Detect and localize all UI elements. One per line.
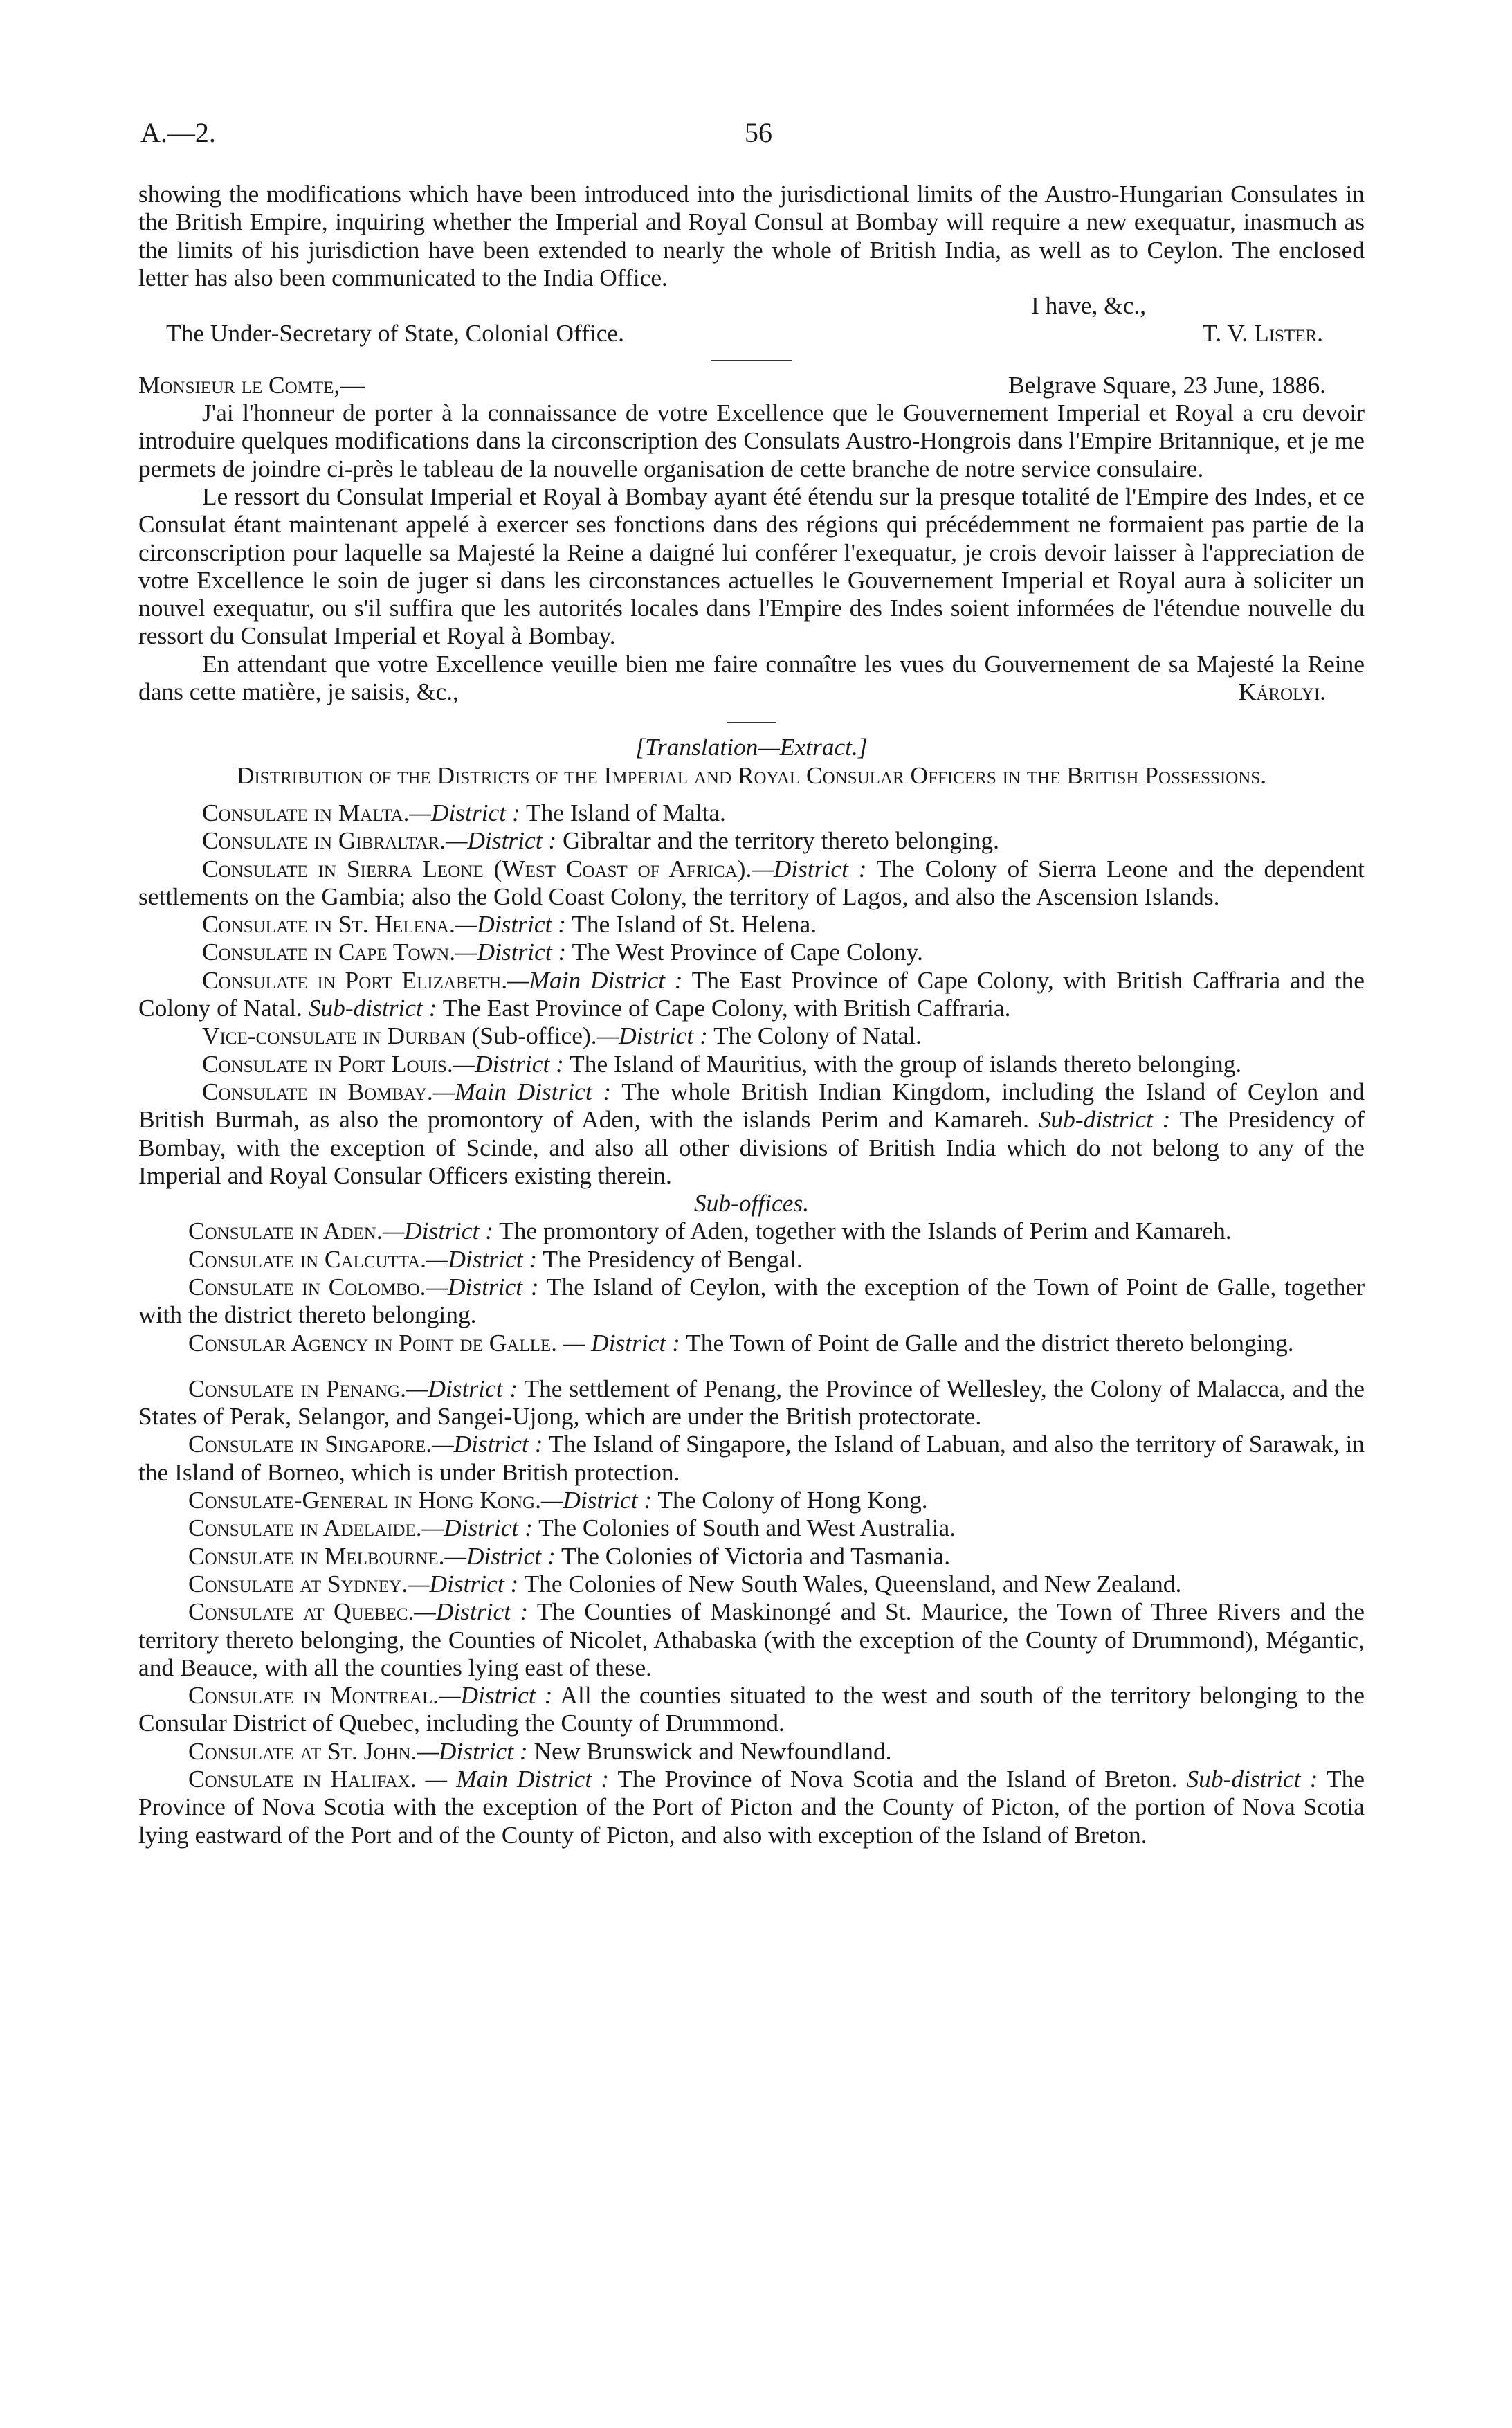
consulate-label: Consulate in St. Helena. [202,910,455,939]
district-text: The Colony of Sierra Leone and the dependent settlements on the Gambia; also the Gold Coast Colony, the territory of Lagos, and also the Ascension Islands. [138,854,1365,910]
consulate-entry [138,1078,1365,1189]
district-label: — Main District : [416,1765,610,1793]
consulate-list-continued [138,1375,1365,1849]
district-label: —District : [752,854,867,882]
sub-district-text: The Presidency of Bombay, with the exception of Scinde, and also all other divisions of British India which do not belong to any of the Imperial and Royal Consular Officers existing therein. [138,1105,1365,1189]
district-label: —District : [426,1244,538,1273]
district-label: —District : [417,1737,528,1765]
consulate-entry [138,1597,1365,1681]
consulate-entry [138,1542,1365,1570]
section-divider [727,722,776,723]
district-label: —District : [421,1514,533,1542]
district-label: —District : [445,826,557,855]
sub-offices-heading: Sub-offices. [693,1189,810,1217]
district-text: The Colonies of Victoria and Tasmania. [555,1541,951,1570]
consulate-label: Vice-consulate in Durban [202,1022,466,1050]
consulate-entry [138,938,1365,966]
consulate-entry [138,966,1365,1022]
district-text: Gibraltar and the territory thereto belonging. [556,826,999,855]
french-salutation: Monsieur le Comte,— [138,370,365,399]
consulate-label: Consulate in Calcutta. [188,1244,426,1273]
letter-signature: T. V. Lister. [1202,319,1323,347]
consulate-entry [138,1486,1365,1514]
consulate-label: Consulate in Gibraltar. [202,826,446,855]
consulate-label: Consulate in Sierra Leone (West Coast of Africa). [202,854,752,882]
consulate-label: Consulate in Colombo. [188,1272,426,1301]
district-text: The Presidency of Bengal. [537,1244,803,1273]
consulate-label: Consular Agency in Point de Galle. [188,1328,557,1357]
consulate-entry [138,910,1365,938]
district-text: The Island of Ceylon, with the exception of the Town of Point de Galle, together with the district thereto belonging. [138,1272,1365,1329]
district-label: —Main District : [507,966,683,994]
district-label: —District : [406,1374,518,1402]
district-label: —District : [409,798,520,826]
consulate-entry [138,1514,1365,1541]
district-label: —District : [439,1681,553,1710]
district-label: —District : [596,1022,708,1050]
consulate-label: Consulate in Penang. [188,1374,406,1402]
letter-body: showing the modifications which have been introduced into the jurisdictional limits of the Austro-Hungarian Consulates in the British Empire, inquiring whether the Imperial and Royal Consul at Bombay will require a new exequatur, inasmuch as the limits of his jurisdiction have been extended to nearly the whole of British India, as well as to Ceylon. The enclosed letter has also been communicated to the India Office. [138,180,1365,291]
sub-office-list [138,1217,1365,1356]
consulate-entry [138,826,1365,854]
consulate-label: Consulate in Singapore. [188,1430,432,1458]
consulate-label: Consulate in Port Elizabeth. [202,966,508,994]
letter-footer [138,319,1365,347]
district-label: —District : [382,1217,493,1245]
district-label: —District : [455,938,567,966]
consulate-entry [138,1765,1365,1849]
sub-district-label: Sub-district : [308,994,437,1022]
district-text: The East Province of Cape Colony, with British Caffraria and the Colony of Natal. [138,966,1365,1022]
district-label: —District : [453,1049,564,1078]
letter-addressee: The Under-Secretary of State, Colonial Office. [166,319,624,347]
district-text: New Brunswick and Newfoundland. [527,1737,892,1765]
consulate-label: Consulate in Aden. [188,1217,383,1245]
consulate-label: Consulate in Montreal. [188,1681,439,1710]
consulate-label: Consulate at Quebec. [188,1597,415,1626]
translation-title: Distribution of the Districts of the Imperial and Royal Consular Officers in the British Possessions. [236,761,1267,789]
translation-heading: [Translation—Extract.] [635,733,868,761]
district-text: The Colony of Natal. [707,1022,922,1050]
district-label: —District : [444,1541,556,1570]
district-text: The Province of Nova Scotia and the Island of Breton. [609,1765,1187,1793]
consulate-label: Consulate at St. John. [188,1737,417,1765]
district-text: The settlement of Penang, the Province of Wellesley, the Colony of Malacca, and the States of Perak, Selangor, and Sangei-Ujong, which are under the British protectorate. [138,1374,1365,1431]
sub-district-text: The East Province of Cape Colony, with British Caffraria. [437,994,1011,1022]
district-text: The Colony of Hong Kong. [652,1486,928,1514]
consulate-entry [138,1375,1365,1431]
district-text: The Colonies of New South Wales, Queensland, and New Zealand. [518,1569,1182,1597]
french-paragraph-3: En attendant que votre Excellence veuille bien me faire connaître les vues du Gouvernement de sa Majesté la Reine dans cette matière, je saisis, &c., Károlyi. [138,649,1365,706]
consulate-entry [138,1022,1365,1049]
french-place-date: Belgrave Square, 23 June, 1886. [1008,370,1326,399]
consulate-label: Consulate in Malta. [202,798,410,826]
consulate-entry [138,1217,1365,1244]
french-signature: Károlyi. [1238,678,1326,706]
district-label: —District : [432,1430,543,1458]
district-label: —District : [408,1569,519,1597]
consulate-entry [138,1273,1365,1329]
letter-closing: I have, &c., [1031,291,1147,320]
consulate-label: Consulate in Halifax. [188,1765,417,1793]
district-text: The Town of Point de Galle and the district thereto belonging. [680,1328,1294,1357]
consulate-entry [138,855,1365,911]
district-text: The promontory of Aden, together with the Islands of Perim and Kamareh. [493,1217,1232,1245]
district-label: —District : [540,1486,653,1514]
consulate-label: Consulate at Sydney. [188,1569,408,1597]
district-text: The Island of Malta. [520,798,726,826]
consulate-label: Consulate in Melbourne. [188,1541,445,1570]
district-text: The whole British Indian Kingdom, including the Island of Ceylon and British Burmah, as also the promontory of Aden, with the islands Perim and Kamareh. [138,1077,1365,1134]
sub-district-label: Sub-district : [1038,1105,1171,1134]
consulate-label: Consulate in Bombay. [202,1077,433,1105]
consulate-label: Consulate in Cape Town. [202,938,456,966]
consulate-note: (Sub-office). [465,1022,597,1050]
district-text: The Counties of Maskinongé and St. Maurice, the Town of Three Rivers and the territory thereto belonging, the Counties of Nicolet, Athabaska (with the exception of the County of Drummond), Mégantic, and Beauce, with all the counties lying east of these. [138,1597,1365,1681]
document-reference: A.—2. [140,117,216,148]
consulate-entry [138,799,1365,826]
sub-district-label: Sub-district : [1186,1765,1318,1793]
consulate-label: Consulate-General in Hong Kong. [188,1486,541,1514]
district-text: The Island of Singapore, the Island of Labuan, and also the territory of Sarawak, in the Island of Borneo, which is under British protection. [138,1430,1365,1486]
consulate-entry [138,1050,1365,1078]
district-label: — District : [557,1328,680,1357]
consulate-entry [138,1681,1365,1737]
section-divider [711,360,792,361]
district-label: —Main District : [432,1077,612,1105]
district-label: —District : [414,1597,529,1626]
district-label: —District : [426,1272,539,1301]
consulate-entry [138,1245,1365,1273]
consulate-label: Consulate in Port Louis. [202,1049,453,1078]
sub-district-text: The Province of Nova Scotia with the exception of the Port of Picton and the County of Picton, of the portion of Nova Scotia lying eastward of the Port and of the County of Picton, and also with exception of the Island of Breton. [138,1765,1365,1849]
page-number: 56 [745,117,772,148]
page-body [138,180,1365,1849]
consulate-entry [138,1329,1365,1357]
district-text: The Colonies of South and West Australia. [532,1514,956,1542]
district-label: —District : [455,910,567,939]
district-text: The Island of St. Helena. [566,910,817,939]
district-text: The Island of Mauritius, with the group of islands thereto belonging. [563,1049,1242,1078]
district-text: All the counties situated to the west and south of the territory belonging to the Consular District of Quebec, including the County of Drummond. [138,1681,1365,1737]
french-letter-header [138,371,1365,399]
consulate-entry [138,1430,1365,1486]
consulate-entry [138,1737,1365,1765]
consulate-list [138,799,1365,1189]
french-paragraph-2: Le ressort du Consulat Imperial et Royal à Bombay ayant été étendu sur la presque totalité de l'Empire des Indes, et ce Consulat étant maintenant appelé à exercer ses fonctions dans des régions qui précédemment ne formaient pas partie de la circonscription pour laquelle sa Majesté la Reine a daigné lui conférer l'exequatur, je crois devoir laisser à l'appreciation de votre Excellence le soin de juger si dans les circonstances actuelles le Gouvernement Imperial et Royal aura à soliciter un nouvel exequatur, ou s'il suffira que les autorités locales dans l'Empire des Indes soient informées de l'étendue nouvelle du ressort du Consulat Imperial et Royal à Bombay. [138,482,1365,650]
district-text: The West Province of Cape Colony. [566,938,923,966]
consulate-entry [138,1570,1365,1597]
french-paragraph-1: J'ai l'honneur de porter à la connaissance de votre Excellence que le Gouvernement Imperial et Royal a cru devoir introduire quelques modifications dans la circonscription des Consulats Austro-Hongrois dans l'Empire Britannique, et je me permets de joindre ci-près le tableau de la nouvelle organisation de cette branche de notre service consulaire. [138,399,1365,482]
consulate-label: Consulate in Adelaide. [188,1514,422,1542]
